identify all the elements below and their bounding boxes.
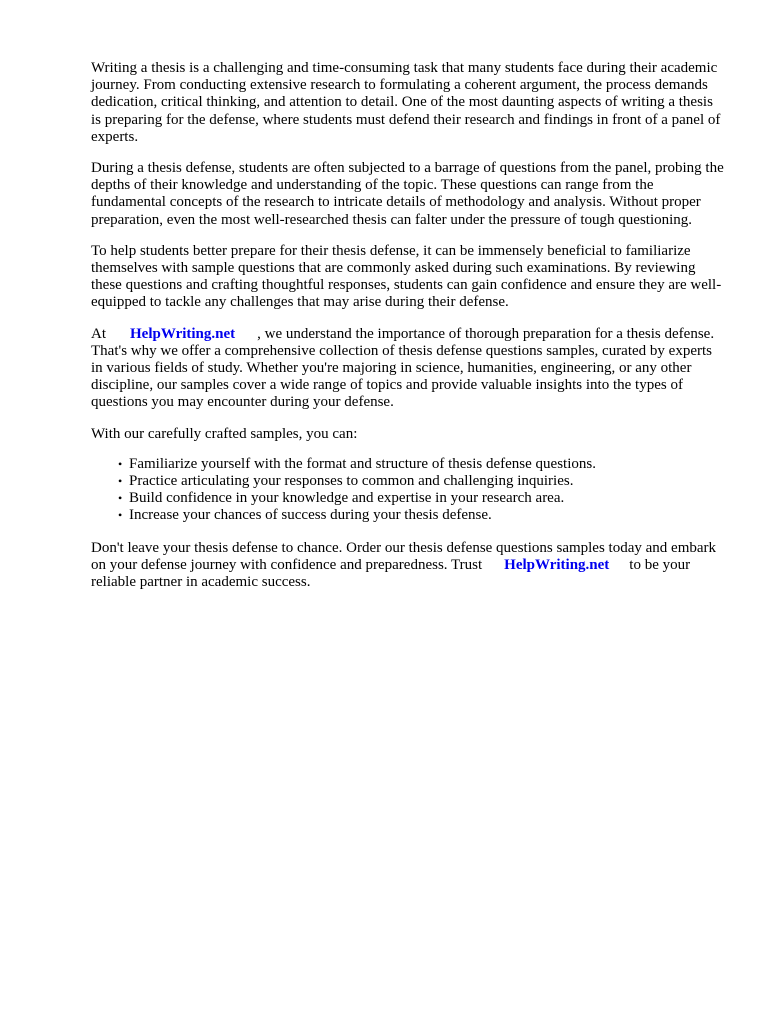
document-body <box>91 60 725 605</box>
closing-paragraph <box>91 540 725 592</box>
sample-questions-paragraph: To help students better prepare for their thesis defense, it can be immensely beneficial to familiarize themselves with sample questions that are commonly asked during such examinations. By reviewing these questions and crafting thoughtful responses, students can gain confidence and ensure they are well-equipped to tackle any challenges that may arise during their defense. <box>91 242 722 311</box>
benefits-intro: With our carefully crafted samples, you can: <box>91 425 358 442</box>
defense-challenge-paragraph: During a thesis defense, students are often subjected to a barrage of questions from the panel, probing the depths of their knowledge and understanding of the topic. These questions can range from the fundamental concepts of the research to intricate details of methodology and analysis. Without proper preparation, even the most well-researched thesis can falter under the pressure of tough questioning. <box>91 160 724 228</box>
helpwriting-link[interactable]: HelpWriting.net <box>130 325 236 342</box>
list-item: • Build confidence in your knowledge and expertise in your research area. <box>118 490 565 507</box>
bullet-icon: • <box>118 491 123 506</box>
benefits-list <box>91 456 725 525</box>
intro-paragraph: Writing a thesis is a challenging and time-consuming task that many students face during their academic journey. From conducting extensive research to formulating a coherent argument, the process demands dedication, critical thinking, and attention to detail. One of the most daunting aspects of writing a thesis is preparing for the defense, where students must defend their research and findings in front of a panel of experts. <box>91 60 721 145</box>
offer-prefix: At <box>91 325 106 342</box>
bullet-icon: • <box>118 474 123 489</box>
offer-paragraph <box>91 326 725 412</box>
list-item: • Familiarize yourself with the format and structure of thesis defense questions. <box>118 455 596 472</box>
list-item: • Increase your chances of success during your thesis defense. <box>118 507 492 524</box>
bullet-icon: • <box>118 456 123 471</box>
closing-prefix: Don't leave your thesis defense to chance. Order our thesis defense questions samples today and embark on your defense journey with confidence and preparedness. Trust <box>91 539 717 573</box>
list-item: • Practice articulating your responses to common and challenging inquiries. <box>118 473 574 490</box>
offer-suffix: , we understand the importance of thorough preparation for a thesis defense. That's why we offer a comprehensive collection of thesis defense questions samples, curated by experts in various fields of study. Whether you're majoring in science, humanities, engineering, or any other discipline, our samples cover a wide range of topics and provide valuable insights into the types of questions you may encounter during your defense. <box>91 325 715 411</box>
closing-suffix: to be your reliable partner in academic success. <box>91 556 691 591</box>
bullet-icon: • <box>118 508 123 523</box>
helpwriting-link-closing[interactable]: HelpWriting.net <box>504 556 610 573</box>
